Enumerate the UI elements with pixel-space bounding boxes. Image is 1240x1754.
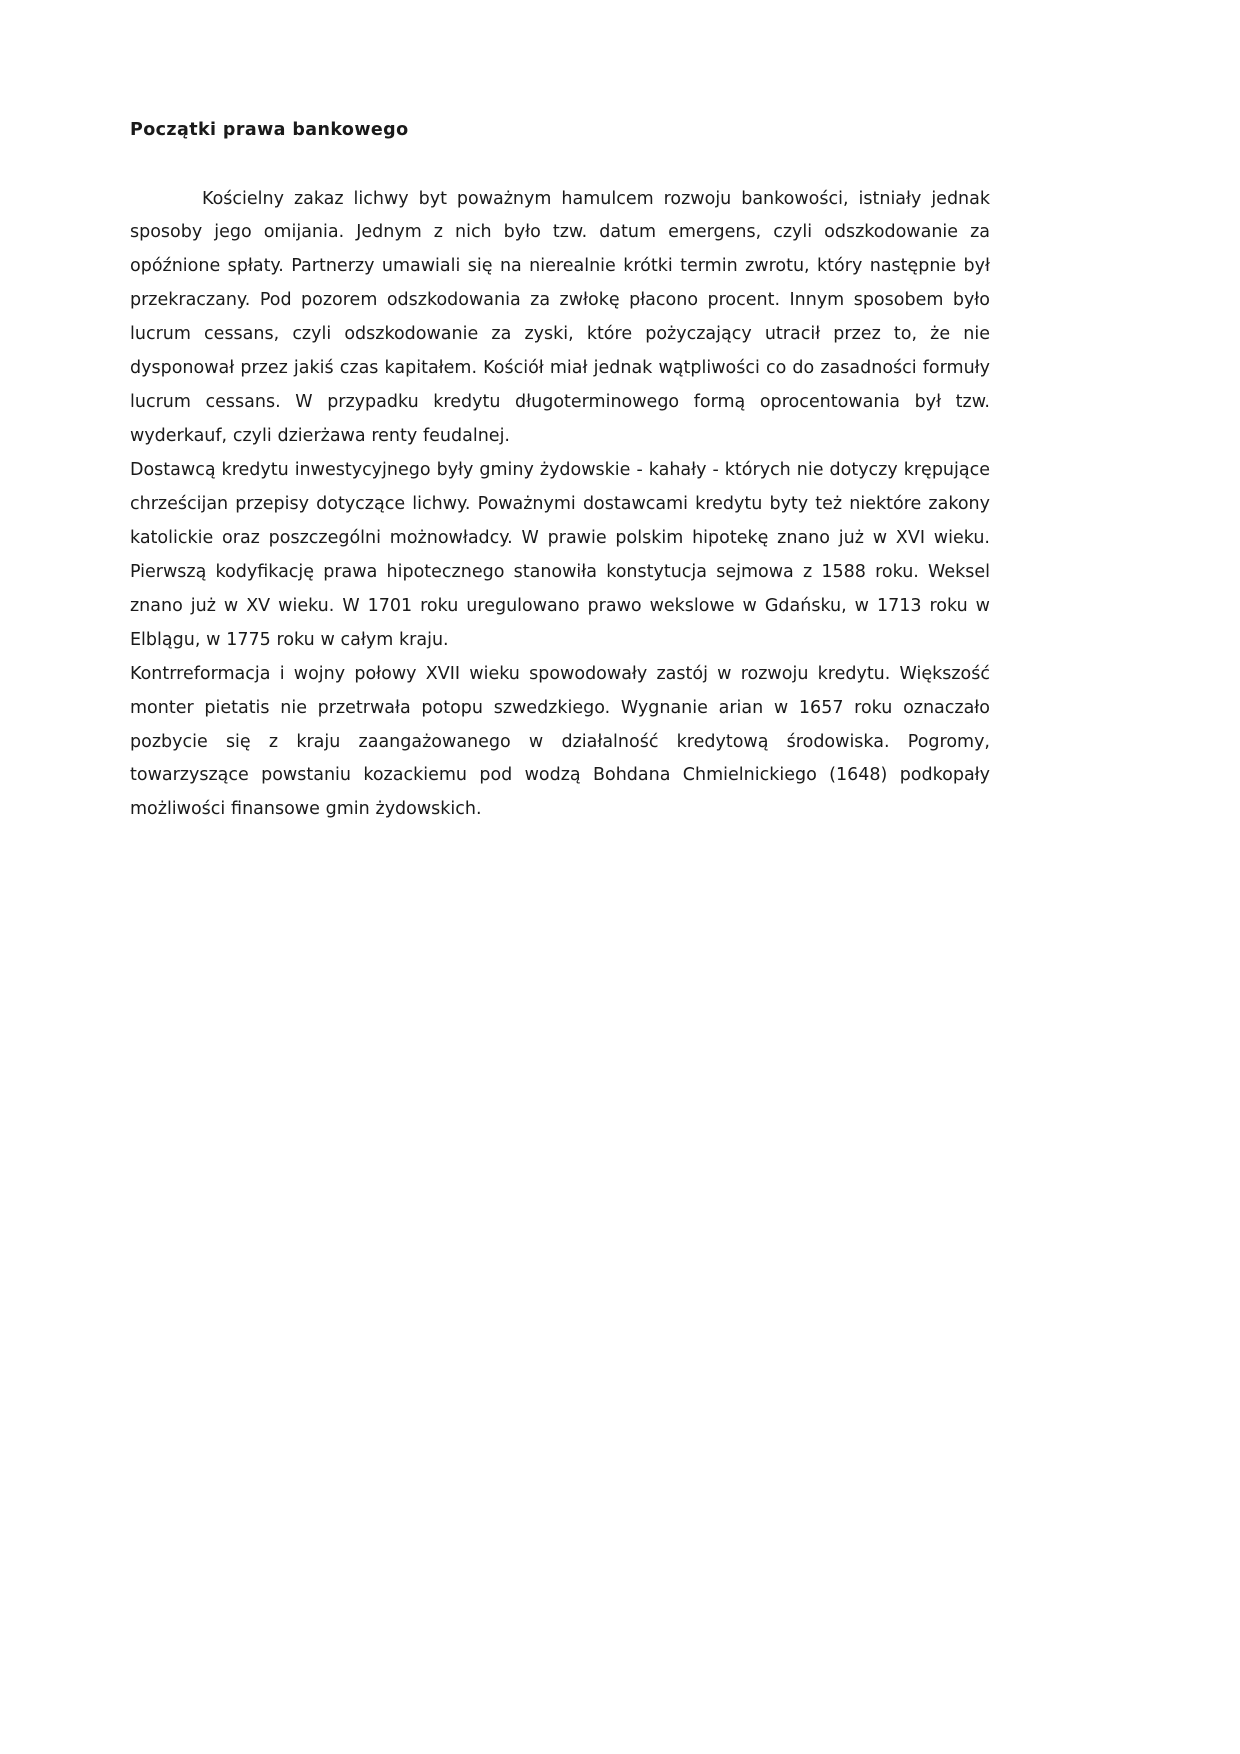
paragraph-1: Kościelny zakaz lichwy byt poważnym hamulcem rozwoju bankowości, istniały jednak sposoby jego omijania. Jednym z nich było tzw. datum emergens, czyli odszkodowanie za opóźnione spłaty. Partnerzy umawiali się na nierealnie krótki termin zwrotu, który następnie był przekraczany. Pod pozorem odszkodowania za zwłokę płacono procent. Innym sposobem było lucrum cessans, czyli odszkodowanie za zyski, które pożyczający utracił przez to, że nie dysponował przez jakiś czas kapitałem. Kościół miał jednak wątpliwości co do zasadności formuły lucrum cessans. W przypadku kredytu długoterminowego formą oprocentowania był tzw. wyderkauf, czyli dzierżawa renty feudalnej. <box>130 188 990 447</box>
paragraph-2: Dostawcą kredytu inwestycyjnego były gminy żydowskie - kahały - których nie dotyczy krępujące chrześcijan przepisy dotyczące lichwy. Poważnymi dostawcami kredytu byty też niektóre zakony katolickie oraz poszczególni możnowładcy. W prawie polskim hipotekę znano już w XVI wieku. Pierwszą kodyfikację prawa hipotecznego stanowiła konstytucja sejmowa z 1588 roku. Weksel znano już w XV wieku. W 1701 roku uregulowano prawo wekslowe w Gdańsku, w 1713 roku w Elblągu, w 1775 roku w całym kraju. <box>130 460 990 650</box>
document-body <box>130 118 990 827</box>
paragraph-3: Kontrreformacja i wojny połowy XVII wieku spowodowały zastój w rozwoju kredytu. Większość monter pietatis nie przetrwała potopu szwedzkiego. Wygnanie arian w 1657 roku oznaczało pozbycie się z kraju zaangażowanego w działalność kredytową środowiska. Pogromy, towarzyszące powstaniu kozackiemu pod wodzą Bohdana Chmielnickiego (1648) podkopały możliwości finansowe gmin żydowskich. <box>130 663 990 820</box>
page-title: Początki prawa bankowego <box>130 120 409 140</box>
